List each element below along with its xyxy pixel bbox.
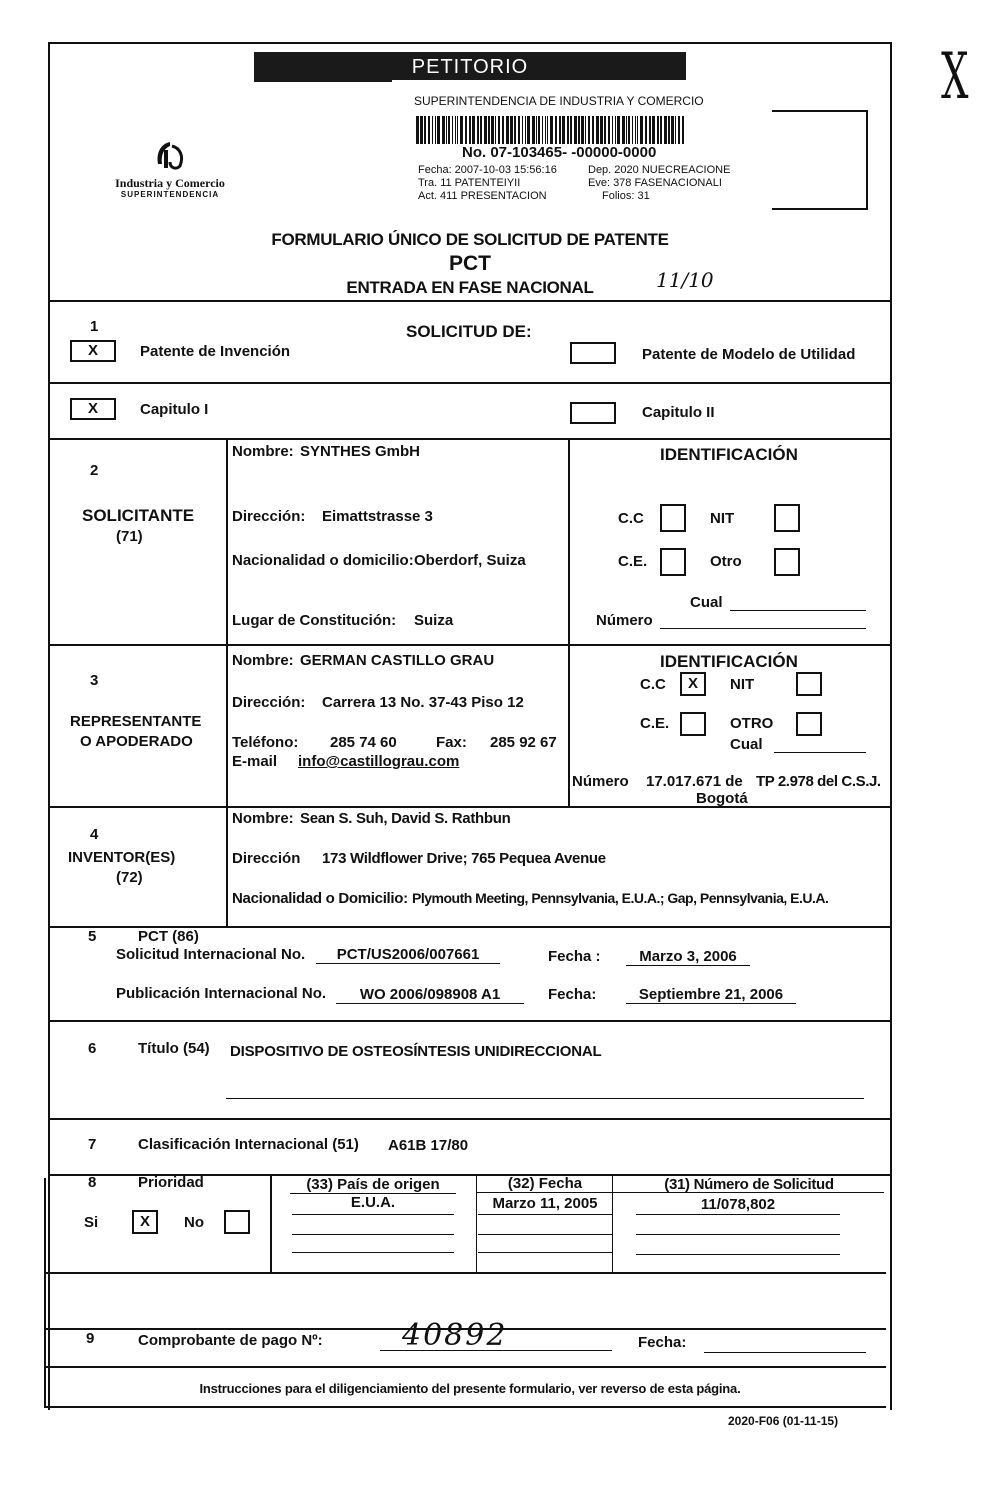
- s4-col1: [226, 808, 228, 928]
- s5-solicitud-label: Solicitud Internacional No.: [116, 946, 306, 963]
- s2-cual-label: Cual: [690, 594, 723, 611]
- s7-number: 7: [88, 1136, 97, 1153]
- s8-col1: [270, 1176, 272, 1272]
- s8-number: 8: [88, 1174, 97, 1191]
- s3-cual-label: Cual: [730, 736, 763, 753]
- s8-fecha-line-3: [478, 1252, 612, 1253]
- s7-value: A61B 17/80: [388, 1137, 469, 1154]
- s8-col-fecha: (32) Fecha: [507, 1175, 583, 1192]
- s6-title-line2[interactable]: [226, 1086, 864, 1099]
- s2-col1: [226, 440, 228, 646]
- opt-modelo-utilidad: Patente de Modelo de Utilidad: [642, 346, 856, 363]
- s8-num-line-3: [636, 1254, 840, 1255]
- s2-nit-label: NIT: [710, 510, 735, 527]
- s2-nombre: SYNTHES GmbH: [300, 443, 421, 460]
- footer-code: 2020-F06 (01-11-15): [728, 1414, 839, 1428]
- s5-heading: PCT (86): [138, 928, 199, 945]
- s4-number: 4: [90, 826, 99, 843]
- margin-mark: X: [941, 40, 969, 114]
- s2-number: 2: [90, 462, 99, 479]
- s8-checkbox-si[interactable]: X: [132, 1210, 158, 1234]
- s3-email-link[interactable]: info@castillograu.com: [298, 753, 460, 770]
- s2-nacionalidad: Oberdorf, Suiza: [414, 552, 526, 569]
- s3-checkbox-ce[interactable]: [680, 712, 706, 736]
- s8-num-line-2: [636, 1234, 840, 1235]
- checkbox-invencion[interactable]: X: [70, 340, 116, 362]
- s2-numero-label: Número: [596, 612, 653, 629]
- s3-numero: 17.017.671 de: [646, 773, 743, 790]
- s2-nacionalidad-label: Nacionalidad o domicilio:: [232, 552, 414, 569]
- s3-otro-label: OTRO: [730, 715, 774, 732]
- s2-lugar: Suiza: [414, 612, 454, 629]
- s3-cc-label: C.C: [640, 676, 666, 693]
- opt-capitulo-2: Capitulo II: [642, 404, 715, 421]
- s8-r1-pais: E.U.A.: [350, 1194, 396, 1211]
- s3-ce-label: C.E.: [640, 715, 670, 732]
- s1-number: 1: [90, 318, 99, 335]
- s5-publicacion: WO 2006/098908 A1: [336, 986, 524, 1004]
- s2-code: (71): [116, 528, 143, 545]
- divider-chapters: [48, 438, 890, 440]
- s8-fecha-line-1: [478, 1214, 612, 1215]
- s9-label: Comprobante de pago Nº:: [138, 1332, 323, 1349]
- opt-capitulo-1: Capitulo I: [140, 401, 209, 418]
- s6-label: Título (54): [138, 1040, 210, 1057]
- instructions: Instrucciones para el diligenciamiento del presente formulario, ver reverso de esta página.: [199, 1381, 741, 1396]
- s3-nit-label: NIT: [730, 676, 755, 693]
- s3-checkbox-cc[interactable]: X: [680, 672, 706, 696]
- s3-nombre: GERMAN CASTILLO GRAU: [300, 652, 495, 669]
- barcode: [416, 116, 692, 144]
- stamp-line2b: Eve: 378 FASENACIONALI: [588, 177, 722, 189]
- s3-email-label: E-mail: [232, 753, 278, 770]
- divider-s6: [48, 1118, 890, 1120]
- stamp-line1a: Fecha: 2007-10-03 15:56:16: [418, 164, 557, 176]
- s2-id-heading: IDENTIFICACIÓN: [660, 445, 798, 464]
- s3-col1: [226, 646, 228, 808]
- s3-tp: TP 2.978 del C.S.J.: [756, 773, 881, 790]
- s1-heading: SOLICITUD DE:: [406, 322, 532, 341]
- s3-label2: O APODERADO: [80, 733, 193, 750]
- s2-otro-label: Otro: [710, 553, 742, 570]
- s2-checkbox-nit[interactable]: [774, 504, 800, 532]
- s3-checkbox-nit[interactable]: [796, 672, 822, 696]
- divider-bottom: [44, 1406, 886, 1408]
- s2-numero-field[interactable]: [660, 614, 866, 629]
- s5-fecha1-label: Fecha :: [548, 948, 601, 965]
- s4-nombre-label: Nombre:: [232, 810, 294, 827]
- s2-cc-label: C.C: [618, 510, 644, 527]
- s9-value-line: [380, 1336, 612, 1351]
- logo-line1: Industria y Comercio: [115, 176, 225, 190]
- s3-id-heading: IDENTIFICACIÓN: [660, 652, 798, 671]
- s5-number: 5: [88, 928, 97, 945]
- s5-fecha1: Marzo 3, 2006: [626, 948, 750, 966]
- s8-row-line-1: [292, 1214, 454, 1215]
- s2-ce-label: C.E.: [618, 553, 648, 570]
- s3-telefono-label: Teléfono:: [232, 734, 299, 751]
- s3-checkbox-otro[interactable]: [796, 712, 822, 736]
- s4-code: (72): [116, 869, 143, 886]
- form-subtitle-phase: ENTRADA EN FASE NACIONAL: [346, 278, 594, 297]
- s2-direccion-label: Dirección:: [232, 508, 306, 525]
- s2-direccion: Eimattstrasse 3: [322, 508, 433, 525]
- s2-lugar-label: Lugar de Constitución:: [232, 612, 397, 629]
- checkbox-modelo-utilidad[interactable]: [570, 342, 616, 364]
- s3-nombre-label: Nombre:: [232, 652, 294, 669]
- s8-si-label: Si: [84, 1214, 99, 1231]
- divider-s5: [48, 1020, 890, 1022]
- s5-fecha2-label: Fecha:: [548, 986, 597, 1003]
- stamp-agency: SUPERINTENDENCIA DE INDUSTRIA Y COMERCIO: [414, 94, 704, 108]
- s4-direccion-label: Dirección: [232, 850, 301, 867]
- s3-ciudad: Bogotá: [696, 790, 748, 807]
- divider-s3: [48, 806, 890, 808]
- stamp-side-box: [772, 110, 868, 210]
- s8-fecha-line-2: [478, 1234, 612, 1235]
- s3-direccion-label: Dirección:: [232, 694, 306, 711]
- sic-logo-icon: [150, 140, 190, 176]
- s9-value: 40892: [402, 1318, 508, 1353]
- stamp-line3b: Folios: 31: [602, 190, 650, 202]
- s3-direccion: Carrera 13 No. 37-43 Piso 12: [322, 694, 524, 711]
- s3-fax: 285 92 67: [490, 734, 557, 751]
- opt-invencion: Patente de Invención: [140, 343, 291, 360]
- checkbox-capitulo-2[interactable]: [570, 402, 616, 424]
- s3-number: 3: [90, 672, 99, 689]
- s3-label1: REPRESENTANTE: [70, 713, 202, 730]
- handwritten-note: 11/10: [656, 268, 714, 292]
- s7-label: Clasificación Internacional (51): [138, 1136, 359, 1153]
- s8-col2: [476, 1176, 477, 1272]
- s5-publicacion-label: Publicación Internacional No.: [116, 985, 327, 1002]
- s8-label: Prioridad: [138, 1174, 204, 1191]
- s8-r1-numero: 11/078,802: [700, 1196, 776, 1213]
- s4-direccion: 173 Wildflower Drive; 765 Pequea Avenue: [322, 850, 606, 867]
- s9-fecha-label: Fecha:: [638, 1334, 687, 1351]
- s3-numero-label: Número: [572, 773, 629, 790]
- divider-header: [48, 300, 890, 302]
- s4-nacionalidad: Plymouth Meeting, Pennsylvania, E.U.A.; Gap, Pennsylvania, E.U.A.: [412, 890, 829, 906]
- s2-checkbox-cc[interactable]: [660, 504, 686, 532]
- form-title: FORMULARIO ÚNICO DE SOLICITUD DE PATENTE: [271, 230, 669, 249]
- s8-num-line-1: [636, 1214, 840, 1215]
- s2-col2: [568, 440, 570, 646]
- s8-header-line: [476, 1192, 884, 1193]
- s3-fax-label: Fax:: [436, 734, 467, 751]
- s2-cual-field[interactable]: [730, 596, 866, 611]
- s3-col2: [568, 646, 570, 808]
- stamp-line2a: Tra. 11 PATENTEIYII: [418, 177, 521, 189]
- s3-telefono: 285 74 60: [330, 734, 397, 751]
- divider-s1: [48, 382, 890, 384]
- s6-title: DISPOSITIVO DE OSTEOSÍNTESIS UNIDIRECCIONAL: [230, 1043, 602, 1060]
- s5-fecha2: Septiembre 21, 2006: [626, 986, 796, 1004]
- checkbox-capitulo-1[interactable]: X: [70, 398, 116, 420]
- s9-fecha-field[interactable]: [704, 1338, 866, 1353]
- petitorio-banner: PETITORIO: [254, 52, 686, 82]
- logo-line2: SUPERINTENDENCIA: [120, 190, 220, 199]
- s2-checkbox-ce[interactable]: [660, 548, 686, 576]
- s8-row-line-2: [292, 1234, 454, 1235]
- s4-nacionalidad-label: Nacionalidad o Domicilio:: [232, 890, 408, 907]
- s9-number: 9: [86, 1330, 95, 1347]
- s8-col-numero: (31) Número de Solicitud: [664, 1176, 834, 1193]
- s4-label: INVENTOR(ES): [68, 849, 176, 866]
- s8-col-pais: (33) País de origen: [290, 1176, 456, 1194]
- stamp: [392, 80, 772, 212]
- s8-r1-fecha: Marzo 11, 2005: [492, 1195, 598, 1212]
- stamp-number: No. 07-103465- -00000-0000: [462, 144, 657, 161]
- divider-instructions: [44, 1366, 886, 1368]
- s8-row-line-3: [292, 1252, 454, 1253]
- divider-s2: [48, 644, 890, 646]
- s8-col3: [612, 1176, 613, 1272]
- s6-number: 6: [88, 1040, 97, 1057]
- s8-no-label: No: [184, 1214, 204, 1231]
- s5-solicitud: PCT/US2006/007661: [316, 946, 500, 964]
- form-subtitle-pct: PCT: [449, 252, 491, 275]
- s2-label: SOLICITANTE: [82, 506, 195, 525]
- s8-checkbox-no[interactable]: [224, 1210, 250, 1234]
- frame-left-lower: [44, 1178, 46, 1408]
- stamp-line1b: Dep. 2020 NUECREACIONE: [588, 164, 731, 176]
- divider-s8: [44, 1272, 886, 1274]
- s2-nombre-label: Nombre:: [232, 443, 294, 460]
- s4-nombre: Sean S. Suh, David S. Rathbun: [300, 810, 511, 827]
- s3-cual-field[interactable]: [774, 740, 866, 753]
- stamp-line3a: Act. 411 PRESENTACION: [418, 190, 547, 202]
- s2-checkbox-otro[interactable]: [774, 548, 800, 576]
